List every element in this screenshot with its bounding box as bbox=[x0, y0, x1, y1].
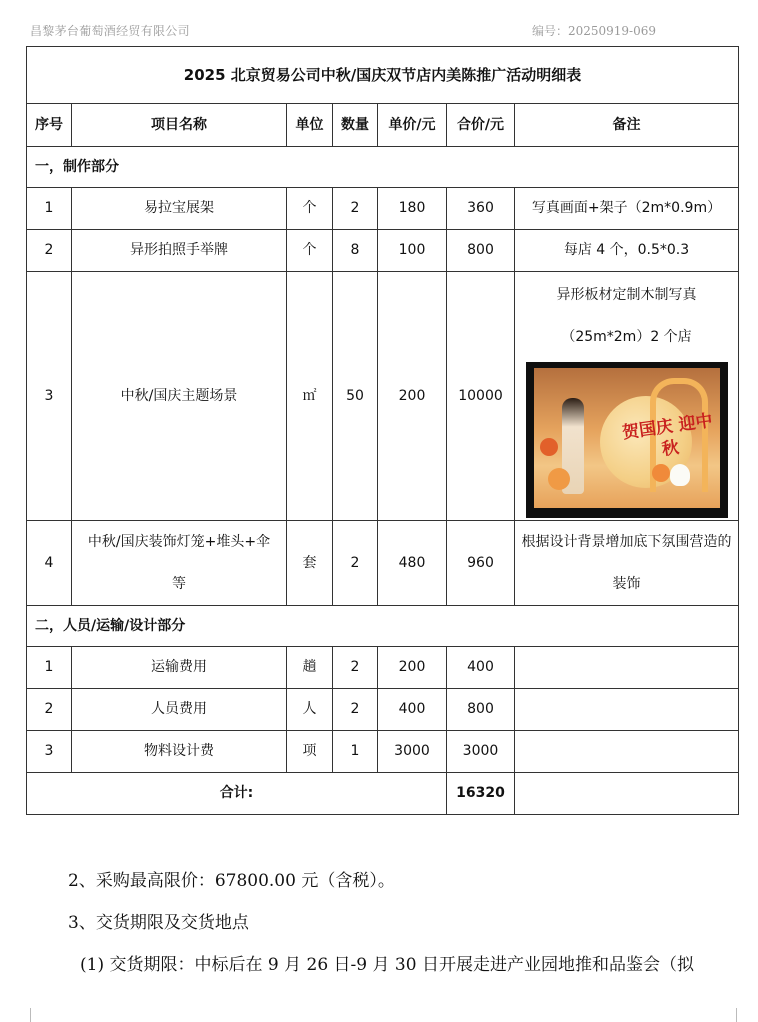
page-margin-mark bbox=[736, 1008, 737, 1022]
cell-unit: 人 bbox=[287, 689, 333, 731]
cell-total: 10000 bbox=[447, 272, 515, 521]
cell-item: 运输费用 bbox=[72, 647, 287, 689]
table-row bbox=[27, 731, 739, 773]
cell-unit: 个 bbox=[287, 188, 333, 230]
cell-remark bbox=[515, 647, 739, 689]
cell-item: 中秋/国庆装饰灯笼+堆头+伞等 bbox=[72, 521, 287, 606]
delivery-deadline-text: (1) 交货期限：中标后在 9 月 26 日-9 月 30 日开展走进产业园地推和品鉴会（拟 bbox=[80, 955, 694, 975]
column-header-remark: 备注 bbox=[515, 104, 739, 147]
cell-qty: 2 bbox=[333, 689, 378, 731]
scene-photo bbox=[526, 362, 728, 518]
column-header-total: 合价/元 bbox=[447, 104, 515, 147]
cell-item: 物料设计费 bbox=[72, 731, 287, 773]
column-header-unit: 单位 bbox=[287, 104, 333, 147]
document-number: 编号：20250919-069 bbox=[531, 24, 656, 38]
cell-remark: 写真画面+架子（2m*0.9m） bbox=[515, 188, 739, 230]
column-header-item: 项目名称 bbox=[72, 104, 287, 147]
cell-qty: 8 bbox=[333, 230, 378, 272]
cell-total: 800 bbox=[447, 689, 515, 731]
activity-detail-table bbox=[26, 46, 739, 815]
cell-price: 480 bbox=[378, 521, 447, 606]
cell-qty: 2 bbox=[333, 521, 378, 606]
table-row bbox=[27, 188, 739, 230]
column-header-qty: 数量 bbox=[333, 104, 378, 147]
cell-qty: 2 bbox=[333, 188, 378, 230]
delivery-heading: 3、交货期限及交货地点 bbox=[68, 913, 249, 933]
cell-item: 易拉宝展架 bbox=[72, 188, 287, 230]
cell-price: 180 bbox=[378, 188, 447, 230]
cell-no: 2 bbox=[27, 689, 72, 731]
cell-price: 200 bbox=[378, 272, 447, 521]
cell-no: 1 bbox=[27, 647, 72, 689]
cell-total: 400 bbox=[447, 647, 515, 689]
section-heading-production: 一，制作部分 bbox=[27, 147, 739, 188]
cell-unit: 套 bbox=[287, 521, 333, 606]
cell-qty: 50 bbox=[333, 272, 378, 521]
cell-unit: ㎡ bbox=[287, 272, 333, 521]
cell-price: 100 bbox=[378, 230, 447, 272]
column-header-no: 序号 bbox=[27, 104, 72, 147]
table-row bbox=[27, 272, 739, 521]
cell-no: 3 bbox=[27, 272, 72, 521]
table-row bbox=[27, 647, 739, 689]
table-row bbox=[27, 521, 739, 606]
total-label: 合计: bbox=[27, 773, 447, 815]
cell-total: 960 bbox=[447, 521, 515, 606]
section-heading-services: 二，人员/运输/设计部分 bbox=[27, 606, 739, 647]
total-row bbox=[27, 773, 739, 815]
cell-price: 200 bbox=[378, 647, 447, 689]
total-remark bbox=[515, 773, 739, 815]
cell-unit: 个 bbox=[287, 230, 333, 272]
page-margin-mark bbox=[30, 1008, 31, 1022]
cell-qty: 1 bbox=[333, 731, 378, 773]
cell-no: 3 bbox=[27, 731, 72, 773]
cell-remark: 每店 4 个，0.5*0.3 bbox=[515, 230, 739, 272]
table-header-row bbox=[27, 104, 739, 147]
cell-remark bbox=[515, 272, 739, 521]
procurement-price-limit: 2、采购最高限价：67800.00 元（含税）。 bbox=[68, 871, 395, 891]
remark-line-2: （25m*2m）2 个店 bbox=[561, 329, 692, 345]
column-header-price: 单价/元 bbox=[378, 104, 447, 147]
cell-item: 中秋/国庆主题场景 bbox=[72, 272, 287, 521]
lantern-icon bbox=[540, 438, 558, 456]
cell-total: 3000 bbox=[447, 731, 515, 773]
cell-unit: 趟 bbox=[287, 647, 333, 689]
total-value: 16320 bbox=[447, 773, 515, 815]
lantern-icon bbox=[652, 464, 670, 482]
company-name: 昌黎茅台葡萄酒经贸有限公司 bbox=[30, 24, 190, 38]
lantern-icon bbox=[548, 468, 570, 490]
cell-remark bbox=[515, 689, 739, 731]
cell-no: 2 bbox=[27, 230, 72, 272]
cell-unit: 项 bbox=[287, 731, 333, 773]
table-row bbox=[27, 230, 739, 272]
cell-qty: 2 bbox=[333, 647, 378, 689]
photo-greeting-text: 贺国庆 迎中秋 bbox=[620, 410, 714, 460]
table-title: 2025 北京贸易公司中秋/国庆双节店内美陈推广活动明细表 bbox=[27, 47, 739, 104]
cell-total: 360 bbox=[447, 188, 515, 230]
cell-item: 异形拍照手举牌 bbox=[72, 230, 287, 272]
cell-item: 人员费用 bbox=[72, 689, 287, 731]
remark-line-1: 异形板材定制木制写真 bbox=[556, 287, 697, 303]
cell-remark bbox=[515, 731, 739, 773]
cell-price: 3000 bbox=[378, 731, 447, 773]
rabbit-icon bbox=[670, 464, 690, 486]
cell-price: 400 bbox=[378, 689, 447, 731]
cell-no: 1 bbox=[27, 188, 72, 230]
table-row bbox=[27, 689, 739, 731]
cell-no: 4 bbox=[27, 521, 72, 606]
cell-total: 800 bbox=[447, 230, 515, 272]
cell-remark: 根据设计背景增加底下氛围营造的装饰 bbox=[515, 521, 739, 606]
